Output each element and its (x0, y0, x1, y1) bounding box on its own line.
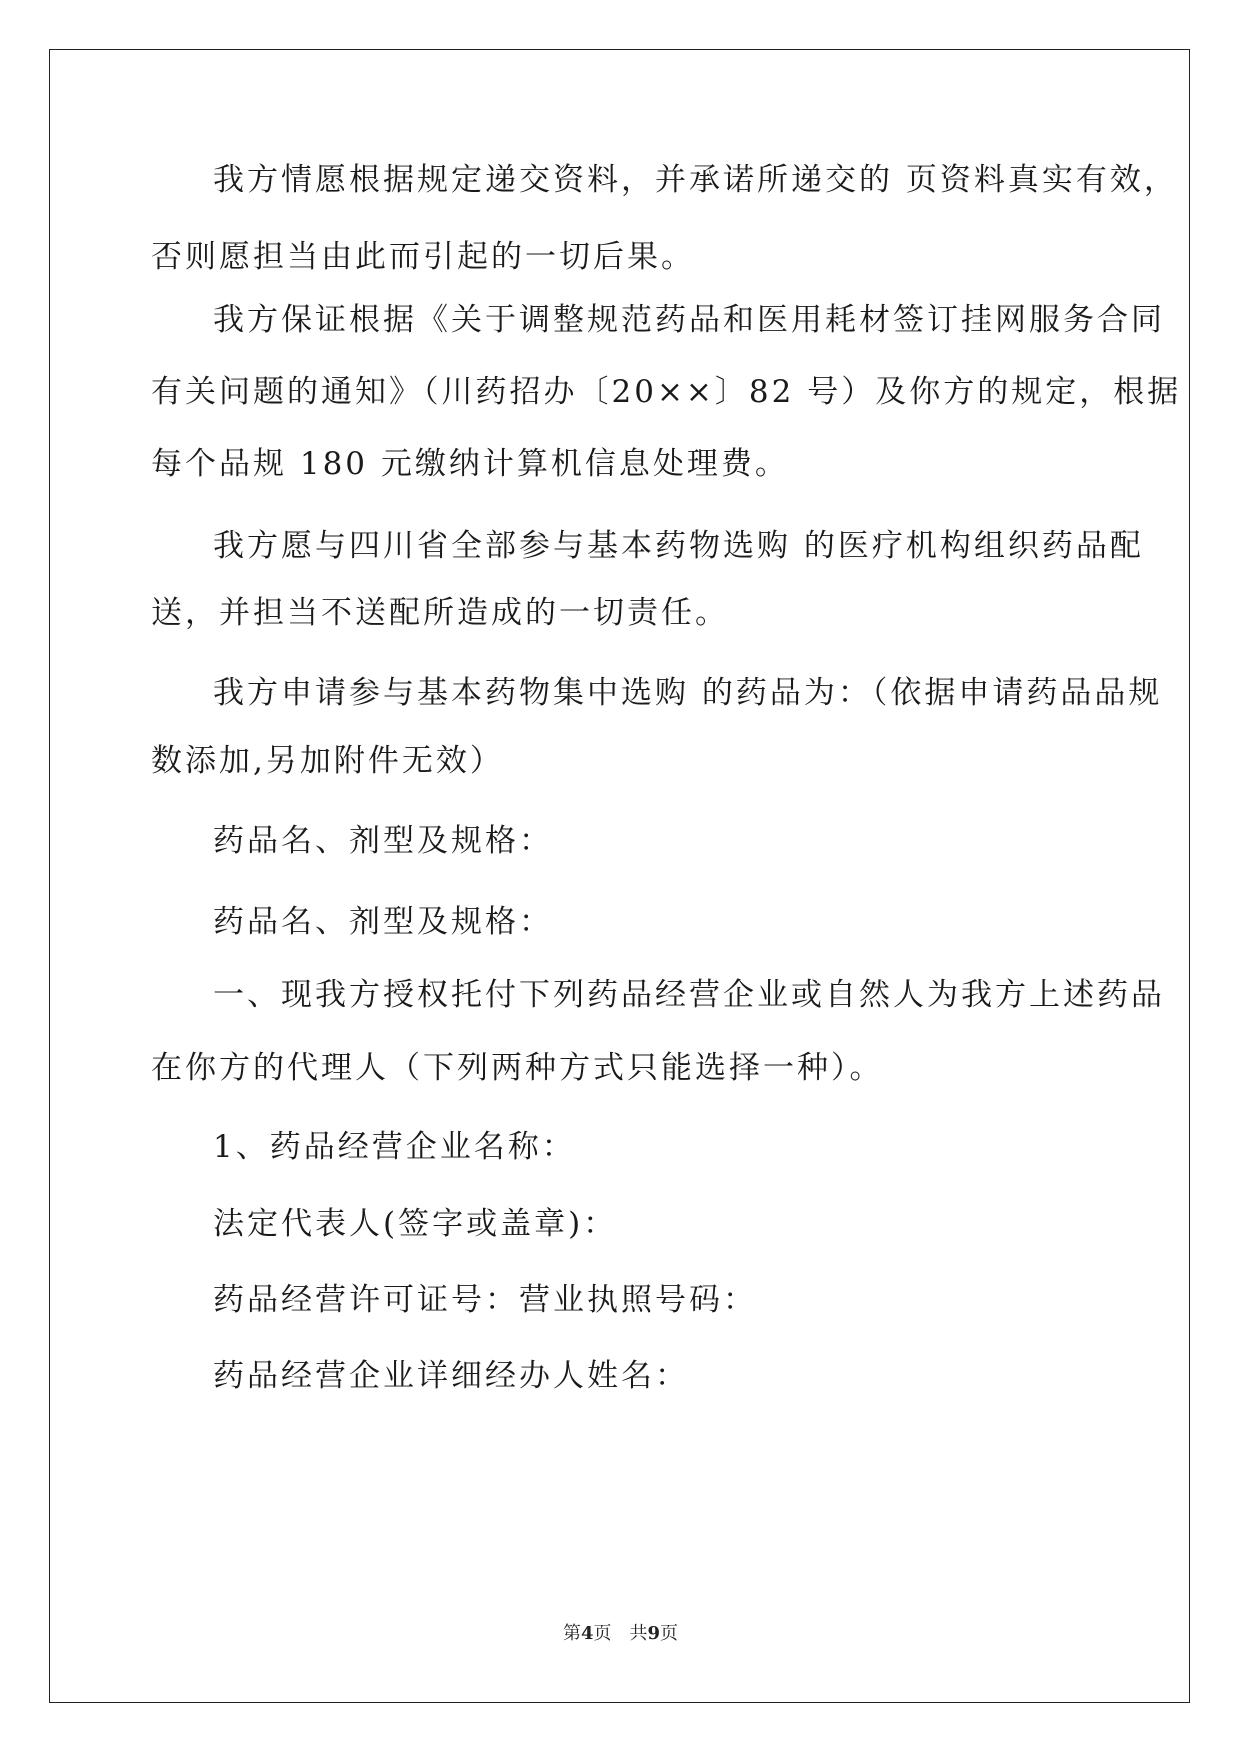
page-footer (0, 1622, 1241, 1646)
total-suffix: 页 (660, 1623, 679, 1644)
page-current: 4 (580, 1623, 594, 1644)
paragraph-line: 否则愿担当由此而引起的一切后果。 (151, 239, 695, 275)
paragraph-line: 药品经营许可证号：营业执照号码： (213, 1282, 757, 1318)
paragraph-line: 法定代表人(签字或盖章)： (213, 1206, 618, 1242)
paragraph-line: 一、现我方授权托付下列药品经营企业或自然人为我方上述药品 (213, 977, 1165, 1013)
paragraph-line: 我方申请参与基本药物集中选购 的药品为：（依据申请药品品规 (213, 675, 1163, 711)
paragraph-line: 药品经营企业详细经办人姓名： (213, 1358, 689, 1394)
total-prefix: 共 (629, 1623, 648, 1644)
paragraph-line: 药品名、剂型及规格： (213, 823, 553, 859)
page-prefix: 第 (562, 1623, 581, 1644)
paragraph-line: 在你方的代理人（下列两种方式只能选择一种）。 (151, 1050, 884, 1086)
paragraph-line: 数添加,另加附件无效） (151, 743, 504, 779)
paragraph-line: 有关问题的通知》（川药招办〔20××〕82 号）及你方的规定，根据 (151, 374, 1182, 410)
paragraph-line: 我方愿与四川省全部参与基本药物选购 的医疗机构组织药品配 (213, 528, 1144, 564)
paragraph-line: 我方保证根据《关于调整规范药品和医用耗材签订挂网服务合同 (213, 302, 1165, 338)
paragraph-line: 送，并担当不送配所造成的一切责任。 (151, 595, 729, 631)
paragraph-line: 1、药品经营企业名称： (213, 1129, 576, 1165)
paragraph-line: 我方情愿根据规定递交资料，并承诺所递交的 页资料真实有效， (213, 162, 1178, 198)
paragraph-line: 药品名、剂型及规格： (213, 904, 553, 940)
page-total: 9 (647, 1623, 661, 1644)
paragraph-line: 每个品规 180 元缴纳计算机信息处理费。 (151, 446, 789, 482)
page-suffix: 页 (593, 1623, 612, 1644)
page-border (49, 49, 1190, 1703)
